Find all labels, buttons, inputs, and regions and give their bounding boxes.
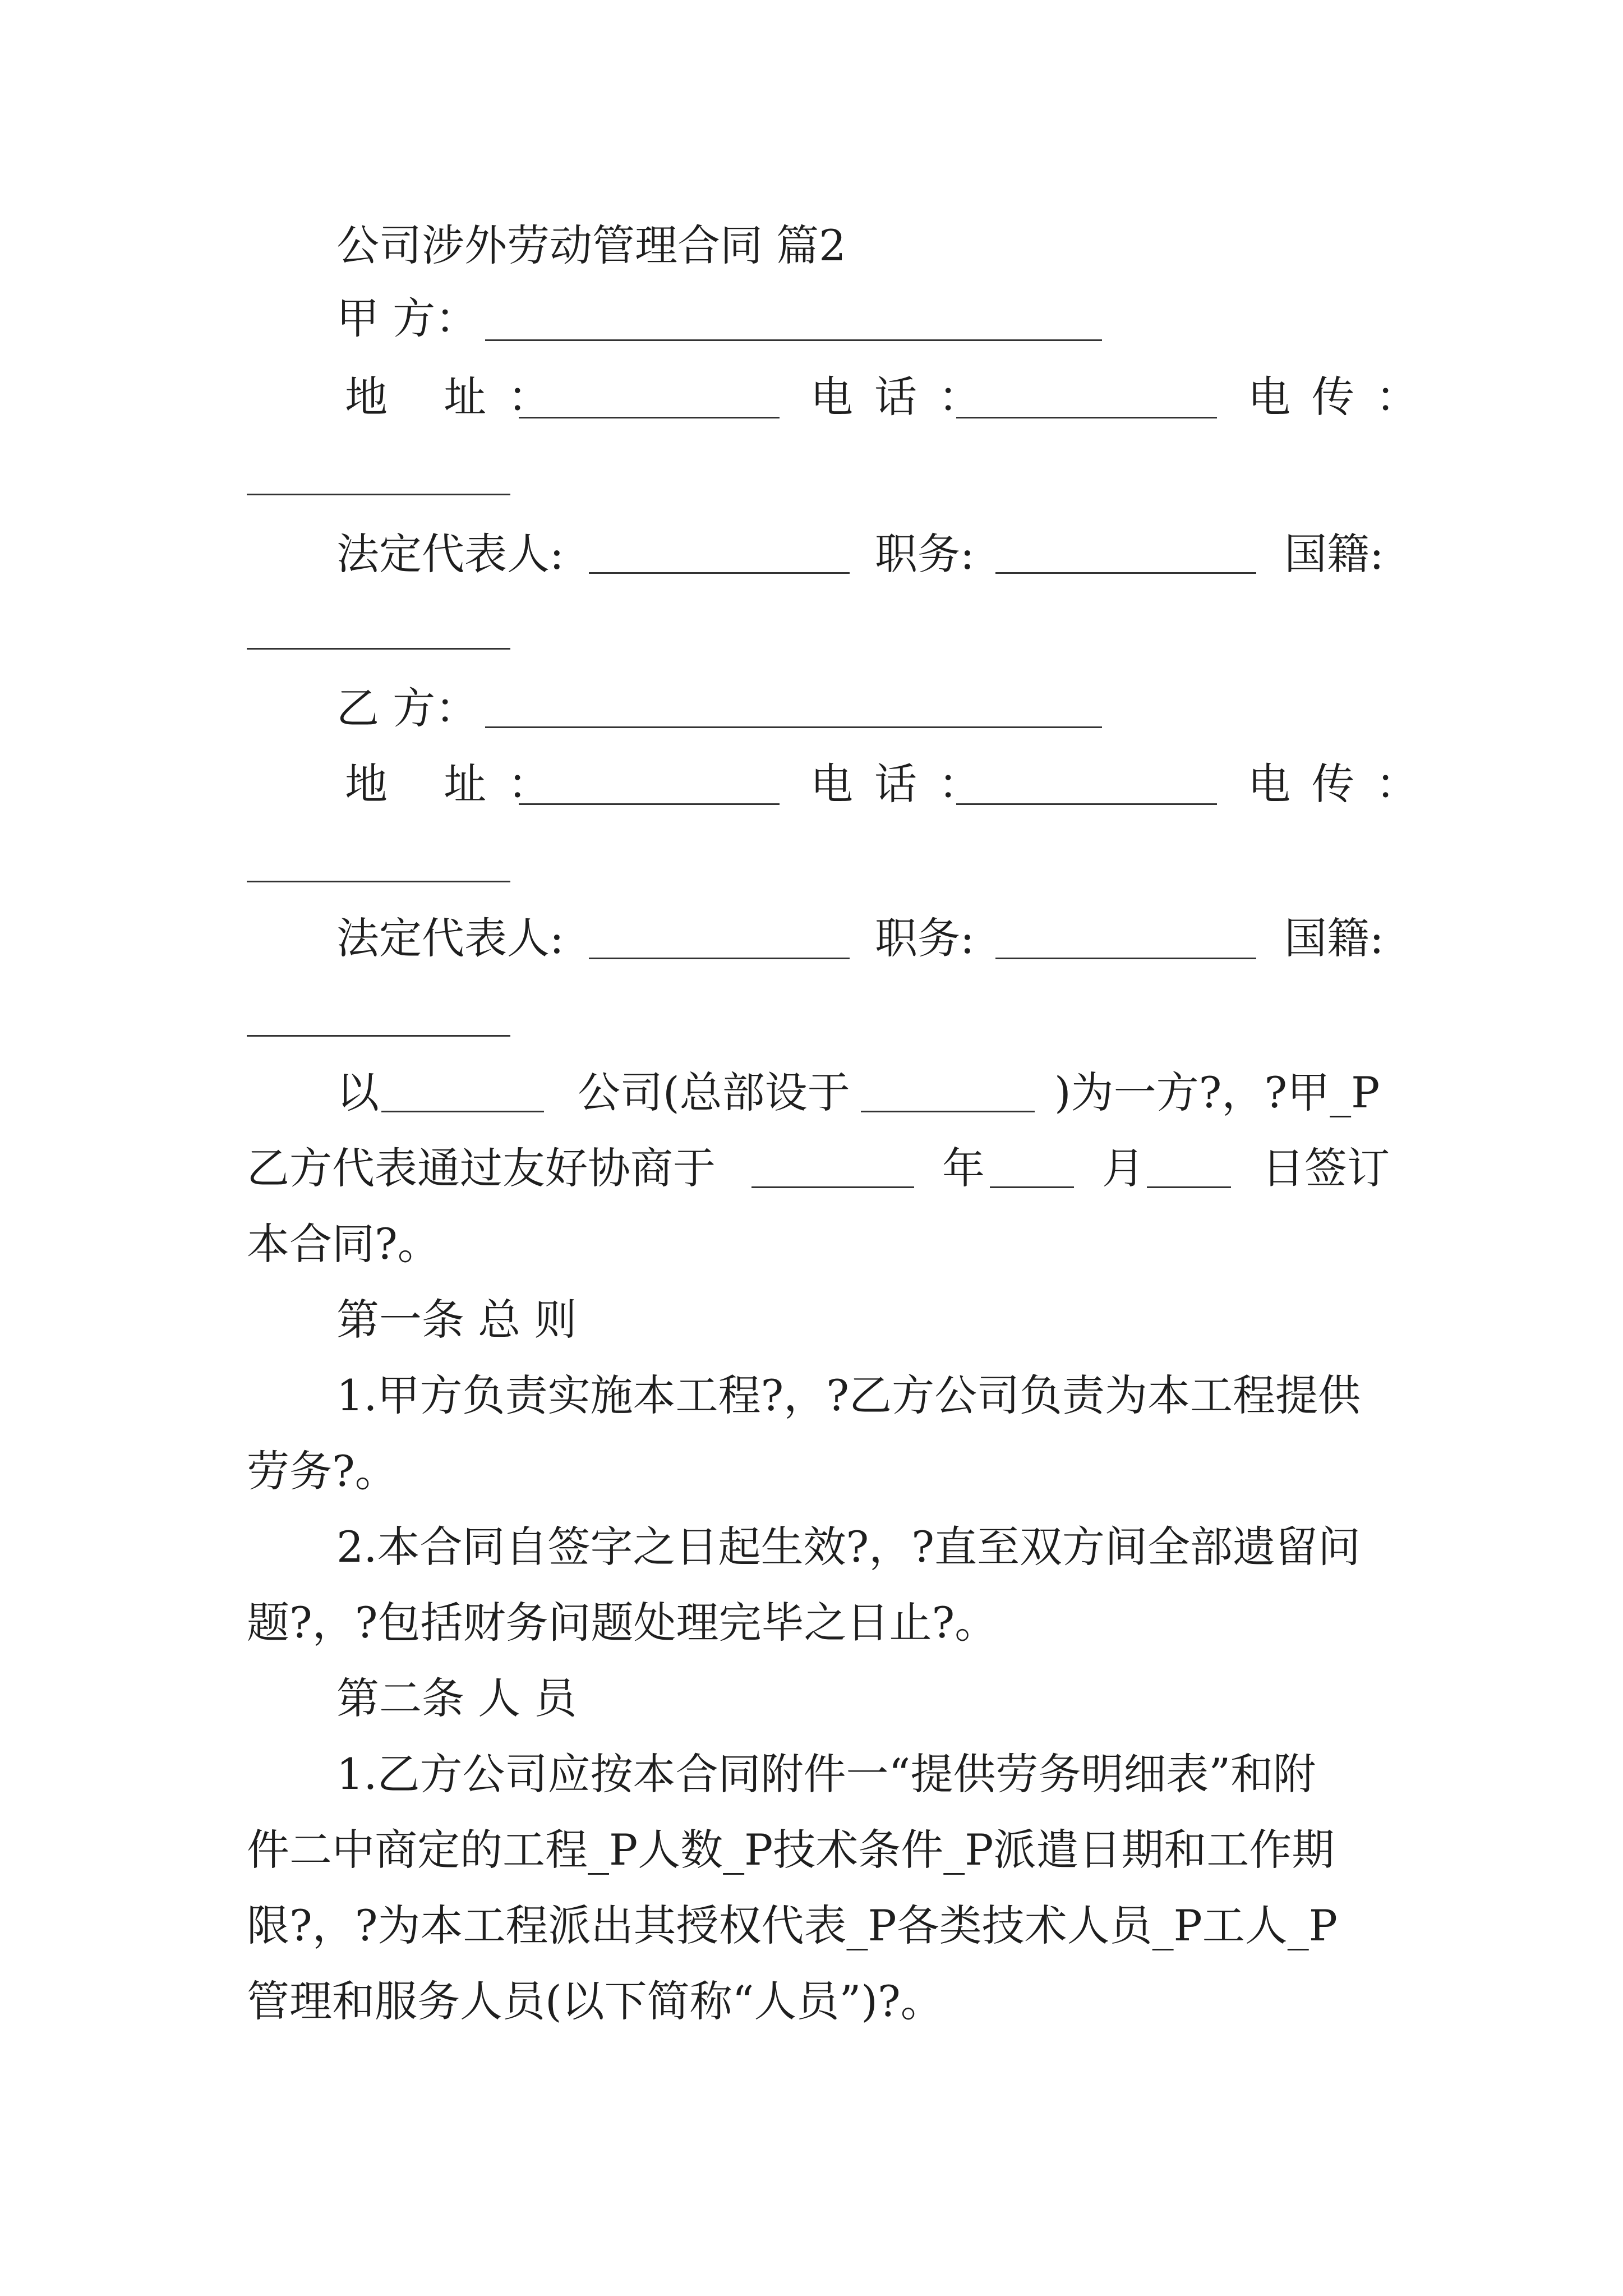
intro-day-blank	[1147, 1186, 1231, 1188]
article-2-title: 第二条 人 员	[336, 1673, 577, 1723]
intro-company-blank	[381, 1111, 544, 1112]
party-b-fax-blank	[247, 881, 510, 882]
intro-text-1: 以	[336, 1068, 379, 1117]
article-2-item-1-line-2: 件二中商定的工程_P人数_P技术条件_P派遣日期和工作期	[247, 1825, 1335, 1875]
party-b-nationality-label: 国籍:	[1284, 913, 1384, 963]
intro-year-label: 年	[942, 1143, 985, 1193]
party-b-rep-blank	[589, 958, 850, 959]
article-1-item-1-line-2: 劳务?。	[247, 1446, 398, 1496]
party-a-fax-blank	[247, 494, 510, 495]
article-1-title: 第一条 总 则	[336, 1295, 577, 1345]
party-a-address-blank	[519, 417, 780, 418]
party-a-position-label: 职务:	[875, 529, 975, 579]
party-a-phone-label: 电话：	[810, 372, 1002, 422]
party-b-label: 乙 方：	[336, 683, 478, 733]
party-b-position-blank	[995, 958, 1256, 959]
intro-text-4: 乙方代表通过友好协商于	[247, 1143, 716, 1193]
article-1-item-2-line-2: 题?，?包括财务问题处理完毕之日止?。	[247, 1598, 998, 1648]
party-a-name-blank	[485, 339, 1102, 341]
party-b-phone-blank	[956, 803, 1217, 805]
article-2-item-1-line-3: 限?，?为本工程派出其授权代表_P各类技术人员_P工人_P	[247, 1901, 1338, 1950]
article-2-item-1-line-1: 1.乙方公司应按本合同附件一“提供劳务明细表”和附	[336, 1749, 1316, 1799]
party-a-rep-blank	[589, 572, 850, 574]
intro-month-blank	[990, 1186, 1074, 1188]
party-b-address-blank	[519, 803, 780, 805]
party-b-name-blank	[485, 726, 1102, 728]
party-b-phone-label: 电话：	[810, 759, 1002, 809]
party-a-rep-label: 法定代表人:	[336, 529, 564, 579]
party-b-position-label: 职务:	[875, 913, 975, 963]
party-b-address-label: 地 址：	[345, 759, 572, 809]
party-a-address-label: 地 址：	[345, 372, 572, 422]
party-a-nationality-blank	[247, 648, 510, 650]
article-1-item-2-line-1: 2.本合同自签字之日起生效?，?直至双方间全部遗留问	[336, 1522, 1361, 1572]
party-a-fax-label: 电传：	[1248, 372, 1440, 422]
party-a-label: 甲 方：	[336, 293, 478, 343]
intro-month-label: 月	[1102, 1143, 1145, 1193]
party-b-fax-label: 电传：	[1248, 759, 1440, 809]
intro-hq-blank	[861, 1111, 1035, 1112]
party-a-nationality-label: 国籍:	[1284, 529, 1384, 579]
article-1-item-1-line-1: 1.甲方负责实施本工程?，?乙方公司负责为本工程提供	[336, 1370, 1361, 1420]
intro-day-label: 日签订	[1262, 1143, 1390, 1193]
intro-year-blank	[751, 1186, 914, 1188]
intro-text-3: )为一方?，?甲_P	[1054, 1068, 1380, 1117]
intro-text-2: 公司(总部设于	[578, 1068, 850, 1117]
party-b-nationality-blank	[247, 1035, 510, 1037]
document-title: 公司涉外劳动管理合同 篇2	[336, 220, 846, 270]
article-2-item-1-line-4: 管理和服务人员(以下简称“人员”)?。	[247, 1976, 943, 2026]
party-b-rep-label: 法定代表人:	[336, 913, 564, 963]
intro-text-8: 本合同?。	[247, 1219, 440, 1269]
party-a-position-blank	[995, 572, 1256, 574]
party-a-phone-blank	[956, 417, 1217, 418]
